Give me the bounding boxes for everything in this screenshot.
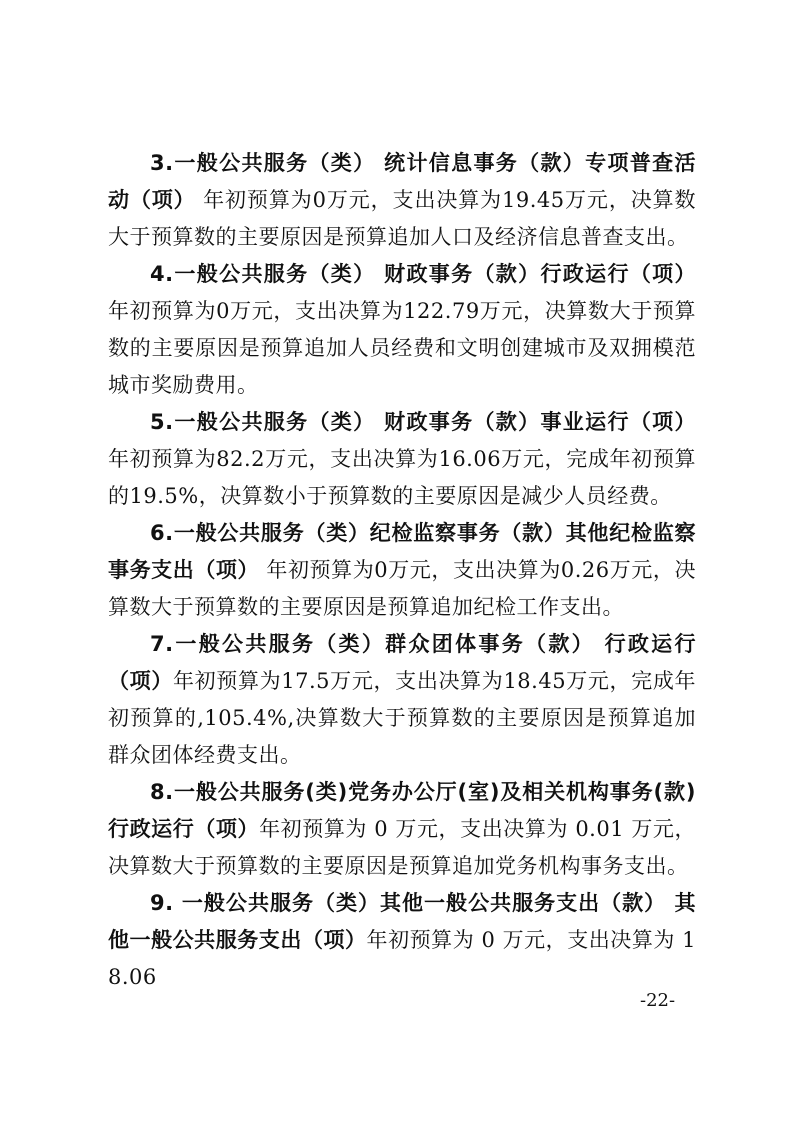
paragraph-item-9 (108, 885, 696, 996)
document-body (108, 145, 696, 996)
paragraph-item-4 (108, 256, 696, 404)
paragraph-body: 年初预算为82.2万元，支出决算为16.06万元，完成年初预算的19.5%，决算数小于预算数的主要原因是减少人员经费。 (108, 447, 696, 508)
page-number: -22- (640, 990, 676, 1011)
paragraph-body: 年初预算为0万元，支出决算为19.45万元，决算数大于预算数的主要原因是预算追加人口及经济信息普查支出。 (108, 188, 696, 249)
paragraph-heading: 7.一般公共服务（类）群众团体事务（款） 行政运行（项） (108, 632, 696, 693)
paragraph-heading: 4.一般公共服务（类） 财政事务（款）行政运行（项） (150, 262, 696, 286)
paragraph-heading: 5.一般公共服务（类） 财政事务（款）事业运行（项） (150, 410, 696, 434)
paragraph-item-8 (108, 774, 696, 885)
paragraph-heading: 3.一般公共服务（类） 统计信息事务（款）专项普查活动（项） (108, 151, 696, 212)
paragraph-heading: 6.一般公共服务（类）纪检监察事务（款）其他纪检监察事务支出（项） (108, 521, 696, 582)
paragraph-item-5 (108, 404, 696, 515)
paragraph-body: 年初预算为 0 万元，支出决算为 18.06 (108, 928, 697, 989)
paragraph-heading: 8.一般公共服务(类)党务办公厅(室)及相关机构事务(款)行政运行（项） (108, 780, 696, 841)
paragraph-body: 年初预算为17.5万元，支出决算为18.45万元，完成年初预算的,105.4%,决算数大于预算数的主要原因是预算追加群众团体经费支出。 (108, 669, 697, 767)
paragraph-heading: 9. 一般公共服务（类）其他一般公共服务支出（款） 其他一般公共服务支出（项） (108, 891, 696, 952)
paragraph-item-7 (108, 626, 696, 774)
paragraph-item-3 (108, 145, 696, 256)
paragraph-body: 年初预算为 0 万元，支出决算为 0.01 万元，决算数大于预算数的主要原因是预算追加党务机构事务支出。 (108, 817, 696, 878)
paragraph-item-6 (108, 515, 696, 626)
paragraph-body: 年初预算为0万元，支出决算为122.79万元，决算数大于预算数的主要原因是预算追加人员经费和文明创建城市及双拥模范城市奖励费用。 (108, 299, 696, 397)
paragraph-body: 年初预算为0万元，支出决算为0.26万元，决算数大于预算数的主要原因是预算追加纪检工作支出。 (108, 558, 696, 619)
